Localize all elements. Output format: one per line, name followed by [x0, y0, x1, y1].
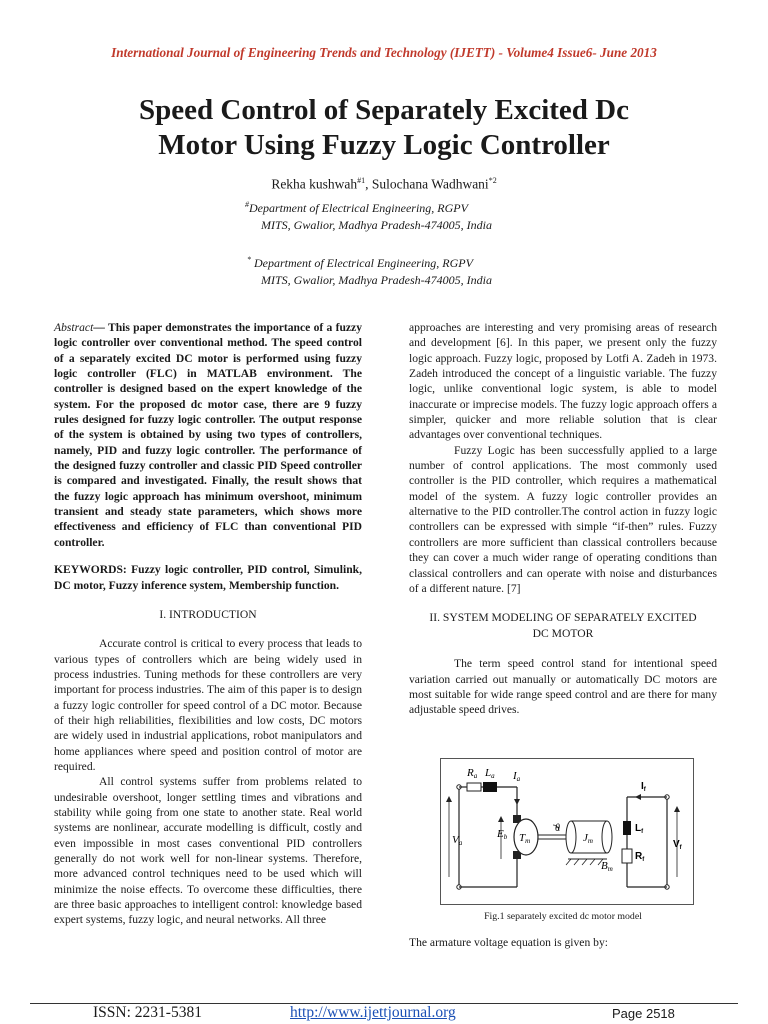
label-rf: $R_f$	[635, 851, 645, 863]
author-list	[0, 176, 768, 193]
affiliation-address: MITS, Gwalior, Madhya Pradesh-474005, India	[261, 273, 492, 287]
label-eb: Eb	[497, 828, 508, 841]
armature-inductor	[483, 782, 497, 792]
abstract-dash: —	[93, 321, 108, 334]
motor-circuit-diagram	[441, 759, 693, 904]
label-if: $I_f$	[641, 781, 646, 793]
field-inductor	[623, 821, 631, 835]
affiliation-mark: *	[247, 255, 251, 264]
paragraph: All control systems suffer from problems related to undesirable overshoot, longer settling times and vibrations and stability while going from one state to another state. Real world systems are nonlinear, accurate modelling is difficult, costly and even impossible in most cases conventional PID controllers generally do not work well for non-linear systems. Therefore, more advanced control techniques need to be used which will minimize the noise effects. To overcome these difficulties, there are three basic approaches to intelligent control: knowledge based expert systems, fuzzy logic, and neural networks. All three	[54, 775, 362, 927]
field-resistor	[622, 849, 632, 863]
label-tm: Tm	[519, 832, 531, 845]
paragraph: Accurate control is critical to every process that leads to various types of controllers which are being widely used in process industries. Tuning methods for these controllers are very important for process industries. The aim of this paper is to design a fuzzy logic controller for speed control of a DC motor. Because of their high reliabilities, flexibilities and low costs, DC motors are widely used in industrial applications, robot manipulators and home appliances where speed and position control of motor are required.	[54, 637, 362, 773]
label-theta: θ	[555, 823, 560, 834]
footer-url-link[interactable]: http://www.ijettjournal.org	[290, 1004, 456, 1021]
affiliation-department: Department of Electrical Engineering, RGPV	[251, 256, 473, 270]
footer-page-number: Page 2518	[612, 1006, 675, 1021]
journal-header: International Journal of Engineering Trends and Technology (IJETT) - Volume4 Issue6- June 2013	[111, 45, 657, 60]
footer-issn: ISSN: 2231-5381	[93, 1004, 202, 1021]
left-column	[54, 320, 362, 928]
armature-resistor	[467, 783, 481, 791]
author-affiliation-mark: *2	[488, 176, 497, 185]
affiliation-mark: #	[245, 200, 249, 209]
title-line-2: Motor Using Fuzzy Logic Controller	[158, 129, 610, 161]
affiliation-address: MITS, Gwalior, Madhya Pradesh-474005, India	[261, 218, 492, 232]
author-affiliation-mark: #1	[357, 176, 366, 185]
abstract-label: Abstract	[54, 321, 94, 334]
heading-line: DC MOTOR	[532, 627, 594, 641]
paragraph: approaches are interesting and very promising areas of research and development [6]. In this paper, we present only the fuzzy logic approach. Fuzzy logic, proposed by Lotfi A. Zadeh in 1973. Zadeh introduced the concept of a linguistic variable. The fuzzy logic, unlike conventional logic system, is able to model inaccurate or imprecise models. The fuzzy logic approach offers a simpler, quicker and more reliable solution that is clear advantages over conventional techniques.	[409, 321, 717, 442]
affiliation-department: Department of Electrical Engineering, RGPV	[249, 201, 468, 215]
heading-line: II. SYSTEM MODELING OF SEPARATELY EXCITED	[429, 611, 697, 625]
author-name: Rekha kushwah	[271, 176, 358, 192]
section-heading-system-modeling	[409, 610, 717, 642]
paper-title	[60, 93, 708, 163]
label-lf: $L_f$	[635, 823, 644, 835]
section-heading-introduction: I. INTRODUCTION	[159, 607, 257, 621]
label-ra: Ra	[467, 767, 478, 780]
armature-equation-intro: The armature voltage equation is given by:	[409, 936, 608, 949]
author-separator: ,	[365, 176, 372, 192]
abstract-text: This paper demonstrates the importance of a fuzzy logic controller over conventional method. The speed control of a separately excited DC motor is performed using fuzzy logic controller (FLC) in MATLAB environment. The controller is designed based on the expert knowledge of the system. For the proposed dc motor case, there are 9 fuzzy rules designed for fuzzy logic controller. The output response of the system is obtained by using two types of controllers, namely, PID and fuzzy logic controller. The performance of the designed fuzzy controller and classic PID Speed controller is compared and investigated. Finally, the result shows that the fuzzy logic approach has minimum overshoot, minimum transient and steady state parameters, which shows more effectiveness and efficiency of FLC than conventional PID controller.	[54, 321, 362, 549]
affiliation	[0, 251, 768, 289]
label-jm: Jm	[583, 832, 593, 845]
label-la: La	[485, 767, 495, 780]
label-ia: Ia	[513, 770, 521, 783]
motor-circuit-figure	[440, 758, 694, 905]
abstract	[54, 320, 362, 550]
label-va: Va	[452, 834, 463, 847]
affiliation	[0, 196, 768, 234]
figure-caption: Fig.1 separately excited dc motor model	[484, 911, 642, 922]
label-vf: $V_f$	[673, 839, 682, 851]
paragraph: The term speed control stand for intentional speed variation carried out manually or automatically DC motors are most suitable for wide range speed control and are there for many adjustable speed drives.	[409, 657, 717, 717]
label-bm: Bm	[601, 860, 613, 873]
right-column	[409, 320, 717, 718]
paragraph: Fuzzy Logic has been successfully applied to a large number of control applications. The most commonly used controller is the PID controller, which requires a mathematical model of the system. A fuzzy logic controller provides an alternative to the PID controller.The control action in fuzzy logic controllers can be expressed with simple “if-then” rules. Fuzzy controllers are more sufficient than classical controllers because they can cover a much wider range of operating conditions than classical controllers and can operate with noise and disturbances of a different nature. [7]	[409, 443, 717, 595]
title-line-1: Speed Control of Separately Excited Dc	[139, 94, 629, 126]
author-name: Sulochana Wadhwani	[371, 176, 489, 192]
keywords: KEYWORDS: Fuzzy logic controller, PID control, Simulink, DC motor, Fuzzy inference system, Membership function.	[54, 563, 362, 592]
